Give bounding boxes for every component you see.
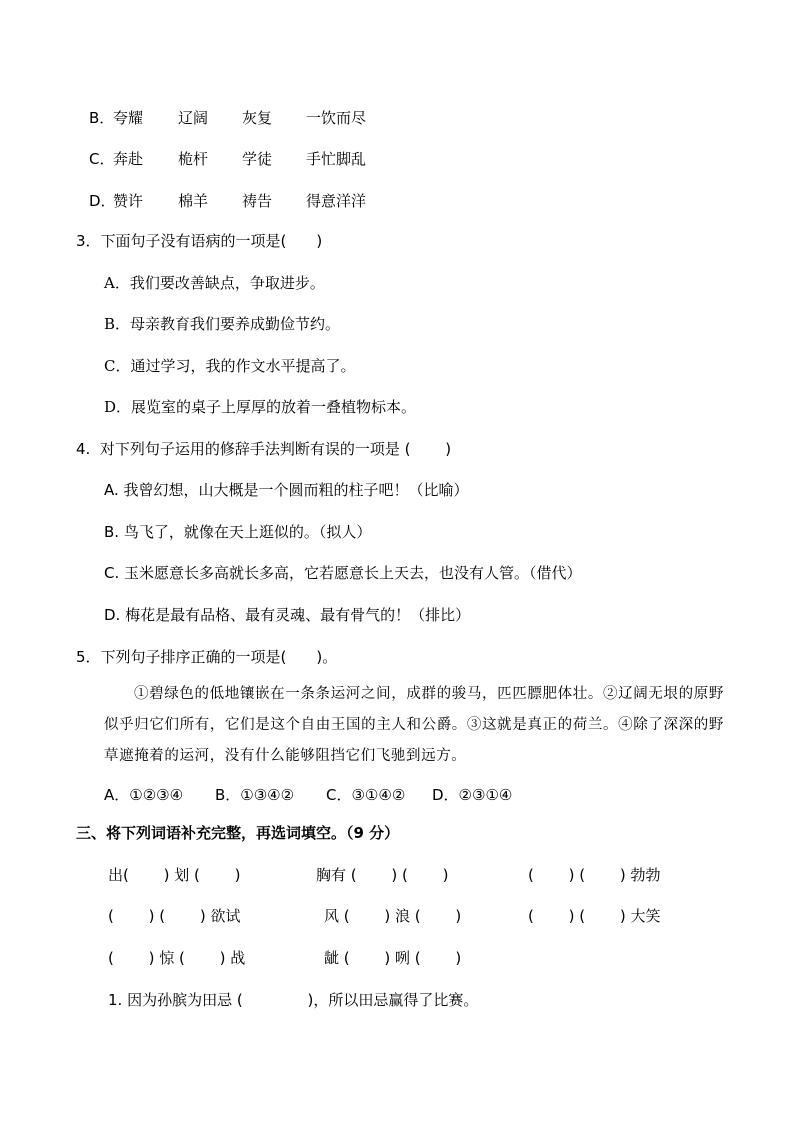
q5-option-d: D．②③①④ xyxy=(432,786,513,804)
idiom-blank: 胸有 ( ) ( ) xyxy=(316,866,449,884)
idiom-blank: 龇 ( ) 咧 ( ) xyxy=(324,949,462,967)
option-label: D． xyxy=(89,192,116,210)
q5-option-c: C．③①④② xyxy=(326,786,406,804)
q4-stem: 4. 对下列句子运用的修辞手法判断有误的一项是 ( ) xyxy=(76,440,452,458)
fill-in-sentence-1: 1. 因为孙膑为田忌 ( )，所以田忌赢得了比赛。 xyxy=(108,991,479,1009)
option-word: 桅杆 xyxy=(178,150,209,168)
q5-stem: 5．下列句子排序正确的一项是( )。 xyxy=(76,648,338,666)
option-word: 灰复 xyxy=(242,109,273,127)
option-word: 手忙脚乱 xyxy=(306,150,367,168)
option-label: B． xyxy=(89,109,115,127)
option-word: 赞许 xyxy=(113,192,144,210)
idiom-blank: ( ) 惊 ( ) 战 xyxy=(108,949,246,967)
q4-option-a: A. 我曾幻想，山大概是一个圆而粗的柱子吧！（比喻） xyxy=(104,481,469,499)
option-word: 一饮而尽 xyxy=(306,109,367,127)
option-word: 学徒 xyxy=(242,150,273,168)
section-3-title: 三、将下列词语补充完整，再选词填空。（9 分） xyxy=(76,824,400,842)
q3-option-a: A．我们要改善缺点，争取进步。 xyxy=(104,274,325,292)
q4-option-c: C. 玉米愿意长多高就长多高，它若愿意长上天去，也没有人管。（借代） xyxy=(104,564,582,582)
option-word: 得意洋洋 xyxy=(306,192,367,210)
q5-option-a: A．①②③④ xyxy=(104,786,184,804)
q4-option-d: D. 梅花是最有品格、最有灵魂、最有骨气的！（排比） xyxy=(104,606,471,624)
q5-passage: ①碧绿色的低地镶嵌在一条条运河之间，成群的骏马，匹匹膘肥体壮。②辽阔无垠的原野似乎归它们所有，它们是这个自由王国的主人和公爵。③这就是真正的荷兰。④除了深深的野草遮掩着的运河，没有什么能够阻挡它们飞驰到远方。 xyxy=(104,686,724,764)
idiom-blank: ( ) ( ) 欲试 xyxy=(108,907,241,925)
idiom-blank: 出( ) 划 ( ) xyxy=(108,866,241,884)
idiom-blank: ( ) ( ) 大笑 xyxy=(528,907,661,925)
option-word: 辽阔 xyxy=(178,109,209,127)
q3-option-c: C．通过学习，我的作文水平提高了。 xyxy=(104,357,356,375)
q5-option-b: B．①③④② xyxy=(215,786,295,804)
q3-option-b: B．母亲教育我们要养成勤俭节约。 xyxy=(104,315,341,333)
option-word: 奔赴 xyxy=(113,150,144,168)
idiom-blank: ( ) ( ) 勃勃 xyxy=(528,866,661,884)
q4-option-b: B. 鸟飞了，就像在天上逛似的。（拟人） xyxy=(104,523,372,541)
q3-option-d: D．展览室的桌子上厚厚的放着一叠植物标本。 xyxy=(104,398,417,416)
idiom-blank: 风 ( ) 浪 ( ) xyxy=(324,907,462,925)
option-label: C． xyxy=(89,150,115,168)
option-word: 夸耀 xyxy=(113,109,144,127)
option-word: 棉羊 xyxy=(178,192,209,210)
q3-stem: 3．下面句子没有语病的一项是( ) xyxy=(76,232,323,250)
option-word: 祷告 xyxy=(242,192,273,210)
